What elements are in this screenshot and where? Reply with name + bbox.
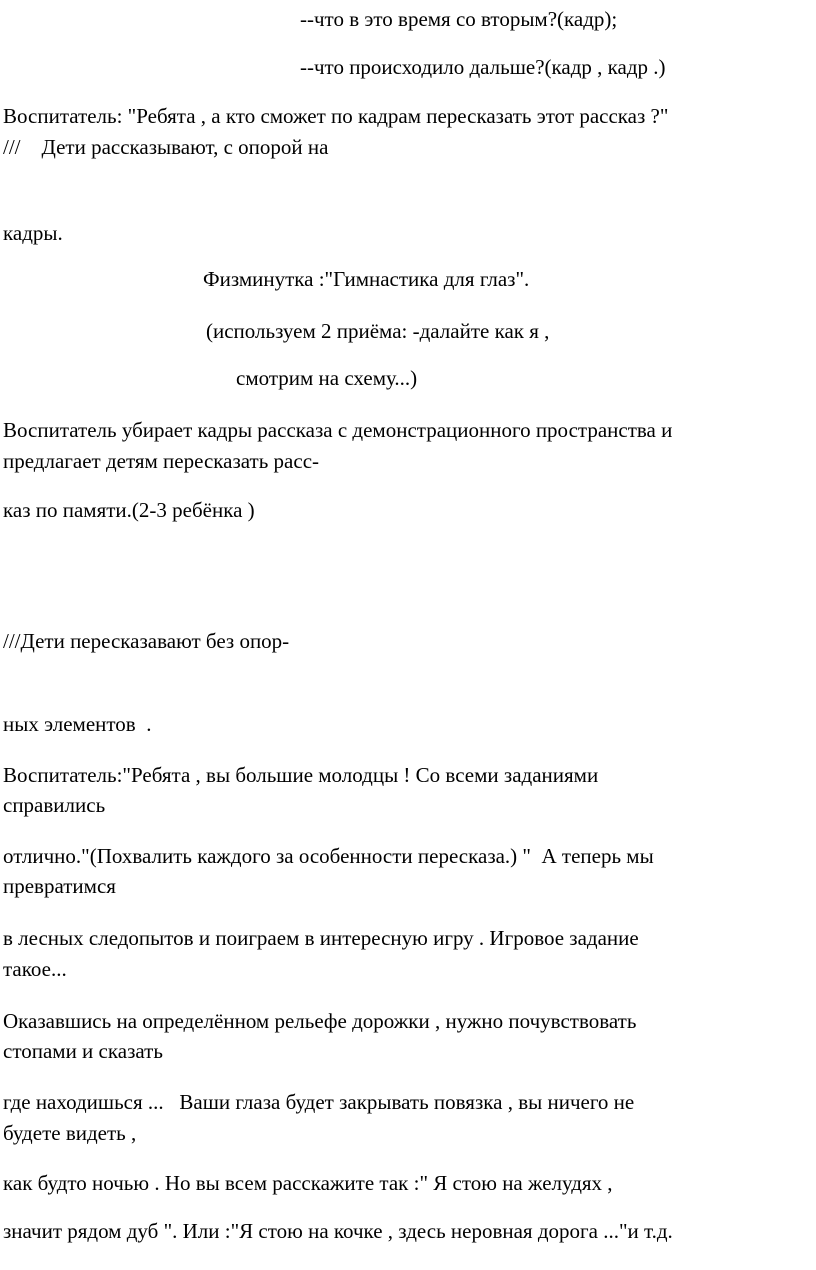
text-line-9: Воспитатель убирает кадры рассказа с демонстрационного пространства и (3, 418, 673, 442)
text-line-21: стопами и сказать (3, 1039, 163, 1063)
text-line-10: предлагает детям пересказать расс- (3, 449, 320, 473)
text-line-7: (используем 2 приёма: -далайте как я , (206, 319, 550, 343)
text-line-2: --что происходило дальше?(кадр , кадр .) (300, 55, 666, 79)
text-line-25: значит рядом дуб ". Или :"Я стою на кочке , здесь неровная дорога ..."и т.д. (3, 1219, 673, 1243)
text-line-23: будете видеть , (3, 1121, 137, 1145)
text-line-8: смотрим на схему...) (236, 366, 418, 390)
text-line-14: Воспитатель:"Ребята , вы большие молодцы ! Со всеми заданиями (3, 763, 599, 787)
text-line-4: /// Дети рассказывают, с опорой на (3, 135, 329, 159)
text-line-6: Физминутка :"Гимнастика для глаз". (203, 267, 530, 291)
text-line-12: ///Дети пересказавают без опор- (3, 629, 290, 653)
text-line-13: ных элементов . (3, 712, 152, 736)
text-line-15: справились (3, 793, 106, 817)
text-line-24: как будто ночью . Но вы всем расскажите так :" Я стою на желудях , (3, 1171, 613, 1195)
text-line-16: отлично."(Похвалить каждого за особенности пересказа.) " А теперь мы (3, 844, 654, 868)
text-line-22: где находишься ... Ваши глаза будет закрывать повязка , вы ничего не (3, 1090, 635, 1114)
text-line-3: Воспитатель: "Ребята , а кто сможет по кадрам пересказать этот рассказ ?" (3, 104, 669, 128)
text-line-11: каз по памяти.(2-3 ребёнка ) (3, 498, 255, 522)
text-line-19: такое... (3, 957, 67, 981)
text-line-18: в лесных следопытов и поиграем в интересную игру . Игровое задание (3, 926, 639, 950)
text-line-20: Оказавшись на определённом рельефе дорожки , нужно почувствовать (3, 1009, 637, 1033)
text-line-5: кадры. (3, 221, 63, 245)
text-line-1: --что в это время со вторым?(кадр); (300, 7, 618, 31)
text-line-17: превратимся (3, 874, 116, 898)
